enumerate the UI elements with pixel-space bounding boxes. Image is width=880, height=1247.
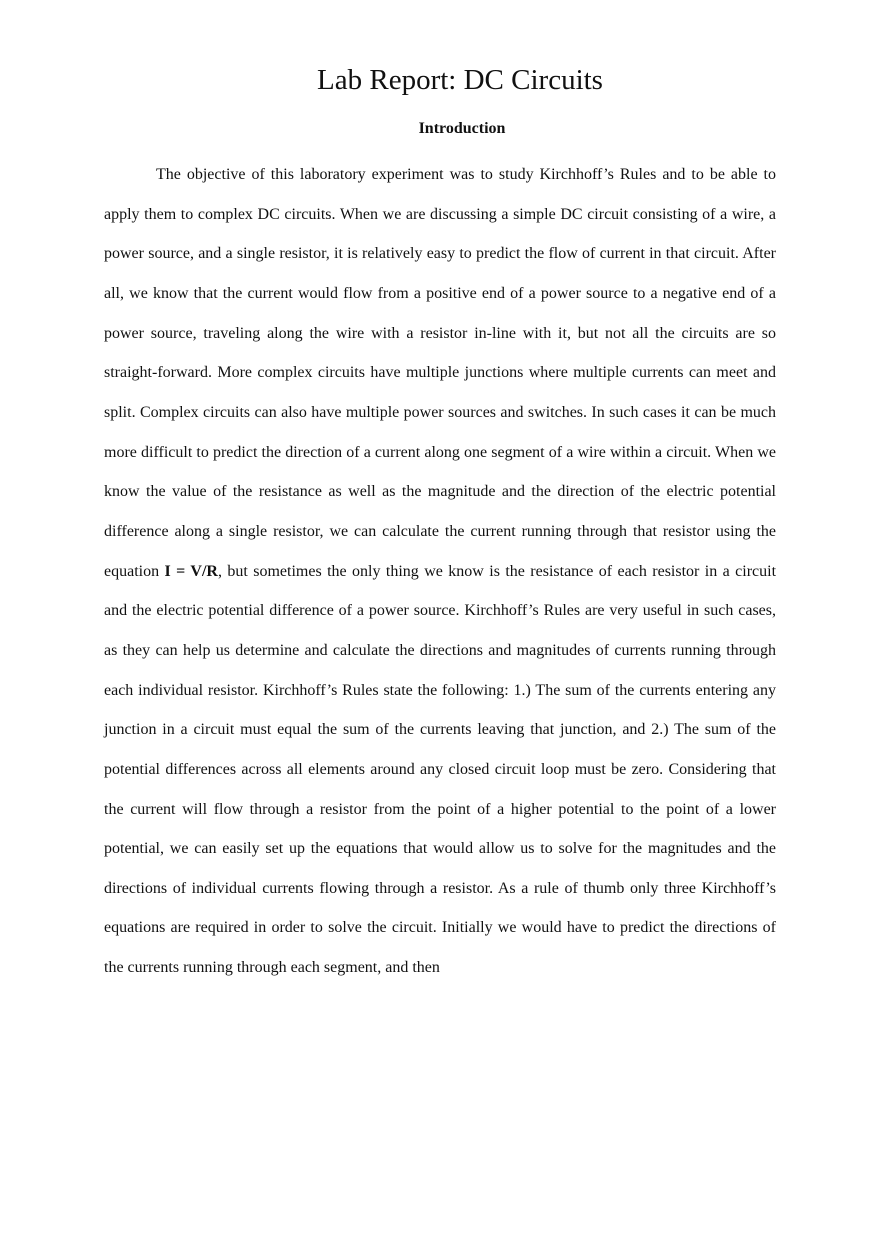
paragraph-text-part-2: , but sometimes the only thing we know is the resistance of each resistor in a circuit and the electric potential difference of a power source. Kirchhoff’s Rules are very useful in such cases, as they can help us determine and calculate the directions and magnitudes of currents running through each individual resistor. Kirchhoff’s Rules state the following: 1.) The sum of the currents entering any junction in a circuit must equal the sum of the currents leaving that junction, and 2.) The sum of the potential differences across all elements around any closed circuit loop must be zero. Considering that the current will flow through a resistor from the point of a higher potential to the point of a lower potential, we can easily set up the equations that would allow us to solve for the magnitudes and the directions of individual currents flowing through a resistor. As a rule of thumb only three Kirchhoff’s equations are required in order to solve the circuit. Initially we would have to predict the directions of the currents running through each segment, and then [104, 562, 777, 977]
paragraph-text-part-1: The objective of this laboratory experiment was to study Kirchhoff’s Rules and to be able to apply them to complex DC circuits. When we are discussing a simple DC circuit consisting of a wire, a power source, and a single resistor, it is relatively easy to predict the flow of current in that circuit. After all, we know that the current would flow from a positive end of a power source to a negative end of a power source, traveling along the wire with a resistor in-line with it, but not all the circuits are so straight-forward. More complex circuits have multiple junctions where multiple currents can meet and split. Complex circuits can also have multiple power sources and switches. In such cases it can be much more difficult to predict the direction of a current along one segment of a wire within a circuit. When we know the value of the resistance as well as the magnitude and the direction of the electric potential difference along a single resistor, we can calculate the current running through that resistor using the equation [104, 166, 776, 580]
introduction-paragraph [104, 155, 776, 988]
document-title: Lab Report: DC Circuits [317, 64, 603, 96]
section-heading-introduction: Introduction [418, 120, 506, 137]
equation-ohms-law: I = V/R [164, 562, 218, 580]
